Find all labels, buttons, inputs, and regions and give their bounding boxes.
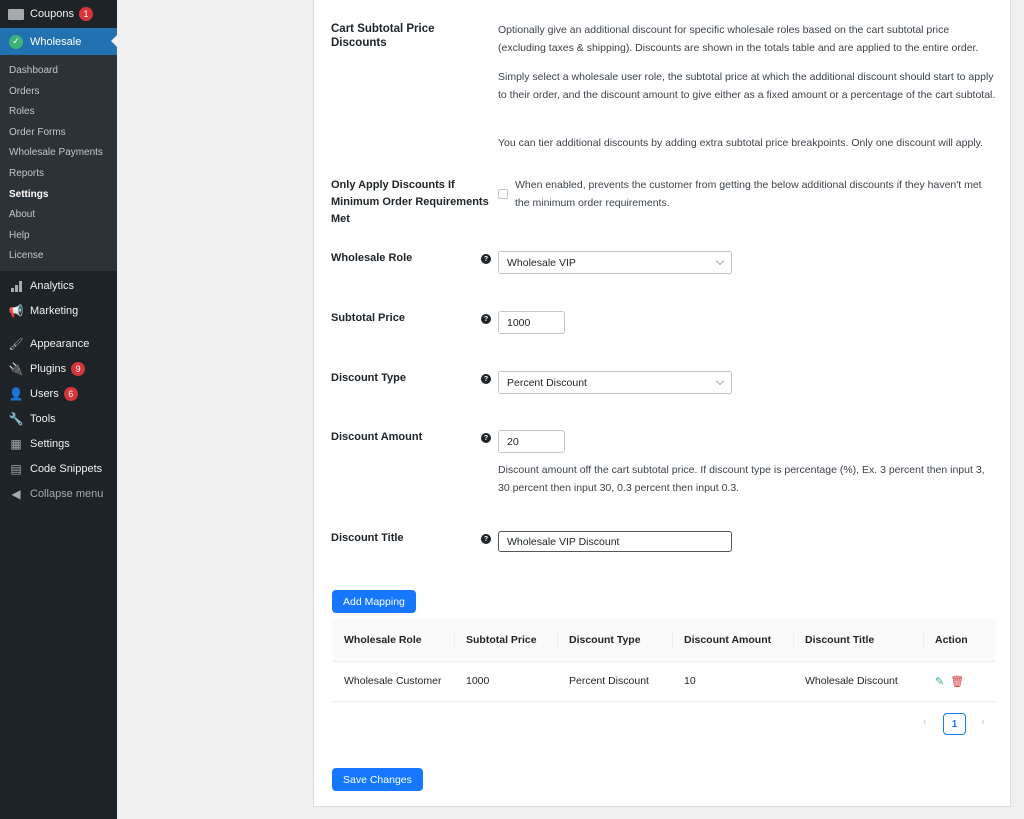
subtotal-price-input[interactable] bbox=[498, 311, 565, 334]
discount-type-label: Discount Type bbox=[331, 372, 406, 384]
table-row bbox=[332, 661, 996, 701]
submenu-reports[interactable]: Reports bbox=[9, 167, 45, 179]
submenu-wholesale-payments[interactable]: Wholesale Payments bbox=[9, 147, 103, 159]
submenu-settings[interactable]: Settings bbox=[9, 188, 49, 200]
discount-type-select[interactable] bbox=[498, 371, 732, 394]
collapse-icon: ◀ bbox=[11, 487, 21, 502]
section-description-3: You can tier additional discounts by adding extra subtotal price breakpoints. Only one discount will apply. bbox=[498, 137, 984, 149]
settings-icon: ▦ bbox=[10, 437, 22, 452]
submenu-orders[interactable]: Orders bbox=[9, 85, 40, 97]
menu-wholesale[interactable] bbox=[0, 28, 117, 55]
save-changes-button[interactable]: Save Changes bbox=[332, 768, 423, 791]
menu-collapse-label: Collapse menu bbox=[30, 488, 104, 501]
wholesale-role-selected: Wholesale VIP bbox=[507, 256, 576, 269]
menu-coupons-label: Coupons bbox=[30, 8, 75, 20]
coupons-badge: 1 bbox=[79, 7, 93, 21]
code-snippets-icon: ▤ bbox=[10, 462, 22, 477]
discount-type-help-icon[interactable]: ? bbox=[481, 374, 491, 384]
menu-analytics[interactable] bbox=[0, 274, 117, 299]
pagination-next[interactable]: › bbox=[981, 716, 985, 728]
submenu-help[interactable]: Help bbox=[9, 229, 30, 241]
discount-amount-help-text: Discount amount off the cart subtotal price. If discount type is percentage (%), Ex. 3 percent then input 3, 30 percent then input 30, 0.3 percent then input 0.3. bbox=[498, 464, 985, 494]
section-description-2: Simply select a wholesale user role, the subtotal price at which the additional discount should start to apply to their order, and the discount amount to give either as a fixed amount or a percentage of the cart subtotal. bbox=[498, 71, 996, 101]
submenu-about[interactable]: About bbox=[9, 209, 36, 221]
cell-wholesale-role: Wholesale Customer bbox=[332, 661, 454, 701]
cell-discount-title: Wholesale Discount bbox=[793, 661, 923, 701]
submenu-license[interactable]: License bbox=[9, 250, 44, 262]
col-discount-type: Discount Type bbox=[557, 619, 672, 661]
wholesale-role-label: Wholesale Role bbox=[331, 252, 413, 264]
menu-wholesale-label: Wholesale bbox=[30, 35, 82, 48]
cell-discount-amount: 10 bbox=[672, 661, 793, 701]
discount-type-selected: Percent Discount bbox=[507, 376, 587, 389]
subtotal-price-help-icon[interactable]: ? bbox=[481, 314, 491, 324]
col-action: Action bbox=[923, 619, 996, 661]
wholesale-icon: ✓ bbox=[8, 34, 24, 50]
discount-title-help-icon[interactable]: ? bbox=[481, 534, 491, 544]
only-apply-label: Only Apply Discounts If Minimum Order Requirements Met bbox=[331, 179, 489, 225]
cell-action bbox=[923, 661, 996, 701]
submenu-dashboard[interactable]: Dashboard bbox=[9, 65, 58, 76]
admin-sidebar bbox=[0, 0, 117, 819]
chevron-down-icon bbox=[716, 377, 724, 385]
menu-collapse[interactable] bbox=[0, 482, 117, 507]
wholesale-submenu bbox=[0, 55, 117, 271]
coupons-icon bbox=[8, 6, 24, 22]
only-apply-checkbox[interactable] bbox=[498, 189, 508, 199]
only-apply-description: When enabled, prevents the customer from getting the below additional discounts if they haven't met the minimum order requirements. bbox=[515, 179, 982, 209]
menu-plugins[interactable] bbox=[0, 357, 117, 382]
plugin-icon: 🔌 bbox=[8, 362, 24, 377]
col-discount-amount: Discount Amount bbox=[672, 619, 793, 661]
plugins-badge: 9 bbox=[71, 362, 85, 376]
menu-code-snippets-label: Code Snippets bbox=[30, 463, 103, 476]
settings-panel bbox=[313, 0, 1011, 807]
discount-amount-input[interactable] bbox=[498, 430, 565, 453]
menu-users-label: Users bbox=[30, 388, 59, 401]
menu-appearance-label: Appearance bbox=[30, 338, 90, 351]
discount-amount-help-icon[interactable]: ? bbox=[481, 433, 491, 443]
wholesale-role-help-icon[interactable]: ? bbox=[481, 254, 491, 264]
paintbrush-icon: 🖌 bbox=[8, 337, 24, 352]
col-discount-title: Discount Title bbox=[793, 619, 923, 661]
menu-analytics-label: Analytics bbox=[30, 280, 75, 293]
pagination-page-1[interactable]: 1 bbox=[943, 713, 966, 735]
menu-settings[interactable] bbox=[0, 432, 117, 457]
add-mapping-button[interactable]: Add Mapping bbox=[332, 590, 416, 613]
users-badge: 6 bbox=[64, 387, 78, 401]
megaphone-icon: 📢 bbox=[8, 304, 24, 319]
menu-marketing-label: Marketing bbox=[30, 305, 79, 318]
col-subtotal-price: Subtotal Price bbox=[454, 619, 557, 661]
submenu-order-forms[interactable]: Order Forms bbox=[9, 126, 66, 138]
menu-users[interactable] bbox=[0, 382, 117, 407]
subtotal-price-label: Subtotal Price bbox=[331, 312, 405, 324]
edit-icon[interactable]: ✎ bbox=[935, 675, 945, 688]
mapping-table bbox=[332, 619, 996, 702]
pagination-prev[interactable]: ‹ bbox=[923, 716, 927, 728]
cell-subtotal-price: 1000 bbox=[454, 661, 557, 701]
trash-icon[interactable]: 🗑 bbox=[950, 675, 965, 688]
menu-code-snippets[interactable] bbox=[0, 457, 117, 482]
section-description-1: Optionally give an additional discount for specific wholesale roles based on the cart subtotal price (excluding taxes & shipping). Discounts are shown in the totals table and are applied to the entire order. bbox=[498, 24, 979, 54]
menu-tools[interactable] bbox=[0, 407, 117, 432]
menu-marketing[interactable] bbox=[0, 299, 117, 324]
wholesale-role-select[interactable] bbox=[498, 251, 732, 274]
analytics-icon bbox=[8, 278, 24, 294]
discount-title-input[interactable] bbox=[498, 531, 732, 552]
col-wholesale-role: Wholesale Role bbox=[332, 619, 454, 661]
menu-tools-label: Tools bbox=[30, 413, 56, 426]
section-title: Cart Subtotal Price Discounts bbox=[331, 23, 435, 49]
cell-discount-type: Percent Discount bbox=[557, 661, 672, 701]
wrench-icon: 🔧 bbox=[8, 412, 24, 427]
menu-coupons[interactable] bbox=[0, 0, 117, 28]
menu-settings-label: Settings bbox=[30, 438, 70, 451]
table-header-row bbox=[332, 619, 996, 661]
submenu-roles[interactable]: Roles bbox=[9, 106, 35, 118]
menu-plugins-label: Plugins bbox=[30, 363, 67, 376]
user-icon: 👤 bbox=[8, 387, 24, 402]
discount-amount-label: Discount Amount bbox=[331, 431, 423, 443]
menu-appearance[interactable] bbox=[0, 332, 117, 357]
discount-title-label: Discount Title bbox=[331, 532, 404, 544]
chevron-down-icon bbox=[716, 257, 724, 265]
